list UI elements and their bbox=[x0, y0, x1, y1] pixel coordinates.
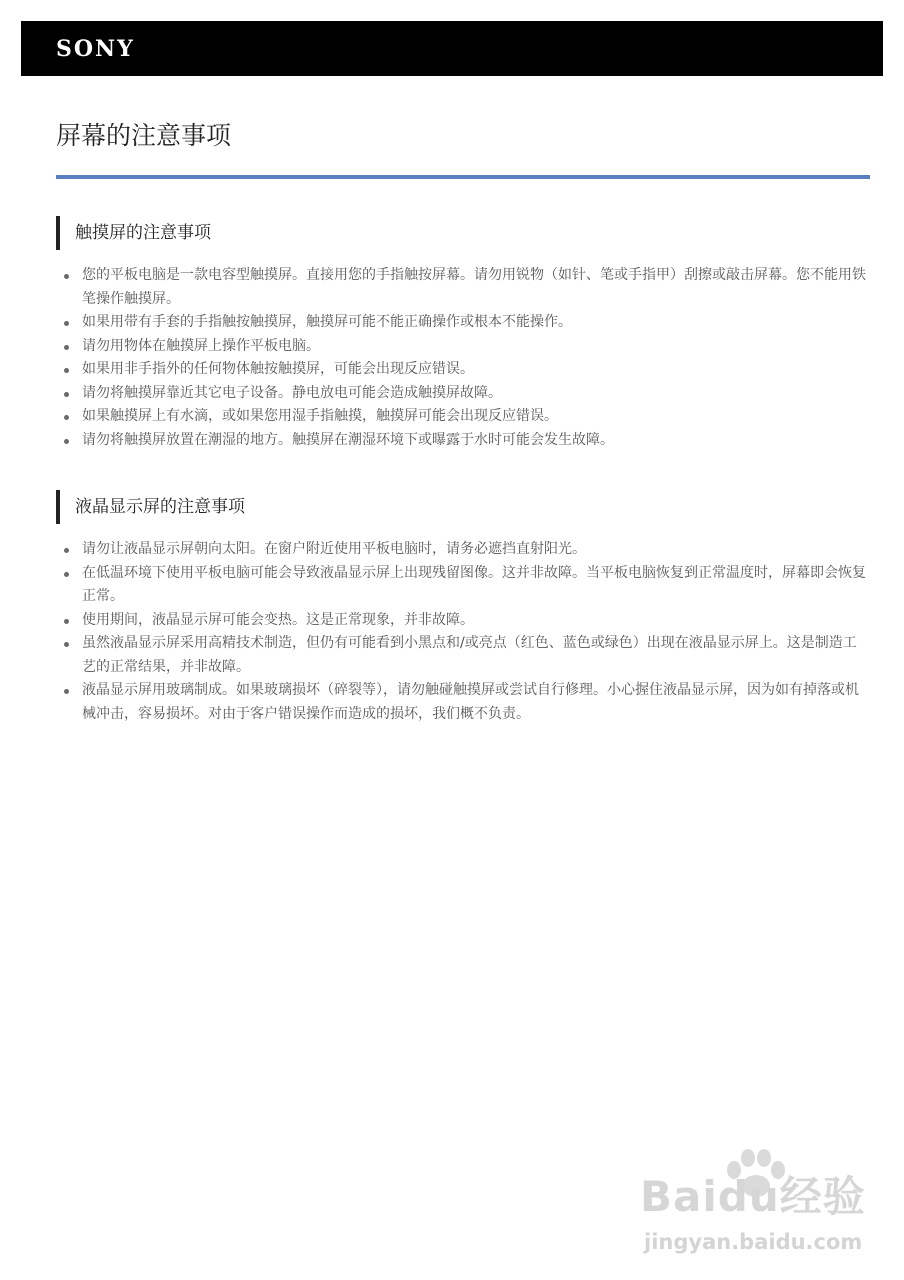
title-divider bbox=[56, 175, 870, 179]
sony-logo: SONY bbox=[56, 36, 135, 62]
list-item: 如果触摸屏上有水滴，或如果您用湿手指触摸，触摸屏可能会出现反应错误。 bbox=[56, 405, 870, 429]
list-item: 在低温环境下使用平板电脑可能会导致液晶显示屏上出现残留图像。这并非故障。当平板电脑恢复到正常温度时，屏幕即会恢复正常。 bbox=[56, 562, 870, 609]
list-item: 使用期间，液晶显示屏可能会变热。这是正常现象，并非故障。 bbox=[56, 609, 870, 633]
section-heading: 液晶显示屏的注意事项 bbox=[56, 490, 870, 524]
list-item: 请勿让液晶显示屏朝向太阳。在窗户附近使用平板电脑时，请务必遮挡直射阳光。 bbox=[56, 538, 870, 562]
watermark-brand: Baidu经验 bbox=[640, 1172, 866, 1221]
page-title: 屏幕的注意事项 bbox=[56, 121, 232, 150]
list-item: 如果用带有手套的手指触按触摸屏，触摸屏可能不能正确操作或根本不能操作。 bbox=[56, 311, 870, 335]
section-heading: 触摸屏的注意事项 bbox=[56, 216, 870, 250]
list-item: 虽然液晶显示屏采用高精技术制造，但仍有可能看到小黑点和/或亮点（红色、蓝色或绿色）出现在液晶显示屏上。这是制造工艺的正常结果，并非故障。 bbox=[56, 632, 870, 679]
watermark-url: jingyan.baidu.com bbox=[644, 1230, 863, 1254]
bullet-list bbox=[56, 264, 870, 452]
list-item: 液晶显示屏用玻璃制成。如果玻璃损坏（碎裂等），请勿触碰触摸屏或尝试自行修理。小心握住液晶显示屏，因为如有掉落或机械冲击，容易损坏。对由于客户错误操作而造成的损坏，我们概不负责。 bbox=[56, 679, 870, 726]
lcd-section bbox=[56, 490, 870, 726]
bullet-list bbox=[56, 538, 870, 726]
list-item: 请勿用物体在触摸屏上操作平板电脑。 bbox=[56, 335, 870, 359]
list-item: 请勿将触摸屏放置在潮湿的地方。触摸屏在潮湿环境下或曝露于水时可能会发生故障。 bbox=[56, 429, 870, 453]
touchscreen-section bbox=[56, 216, 870, 452]
baidu-watermark bbox=[640, 1148, 870, 1278]
header-bar bbox=[21, 21, 883, 76]
list-item: 如果用非手指外的任何物体触按触摸屏，可能会出现反应错误。 bbox=[56, 358, 870, 382]
list-item: 请勿将触摸屏靠近其它电子设备。静电放电可能会造成触摸屏故障。 bbox=[56, 382, 870, 406]
list-item: 您的平板电脑是一款电容型触摸屏。直接用您的手指触按屏幕。请勿用锐物（如针、笔或手指甲）刮擦或敲击屏幕。您不能用铁笔操作触摸屏。 bbox=[56, 264, 870, 311]
